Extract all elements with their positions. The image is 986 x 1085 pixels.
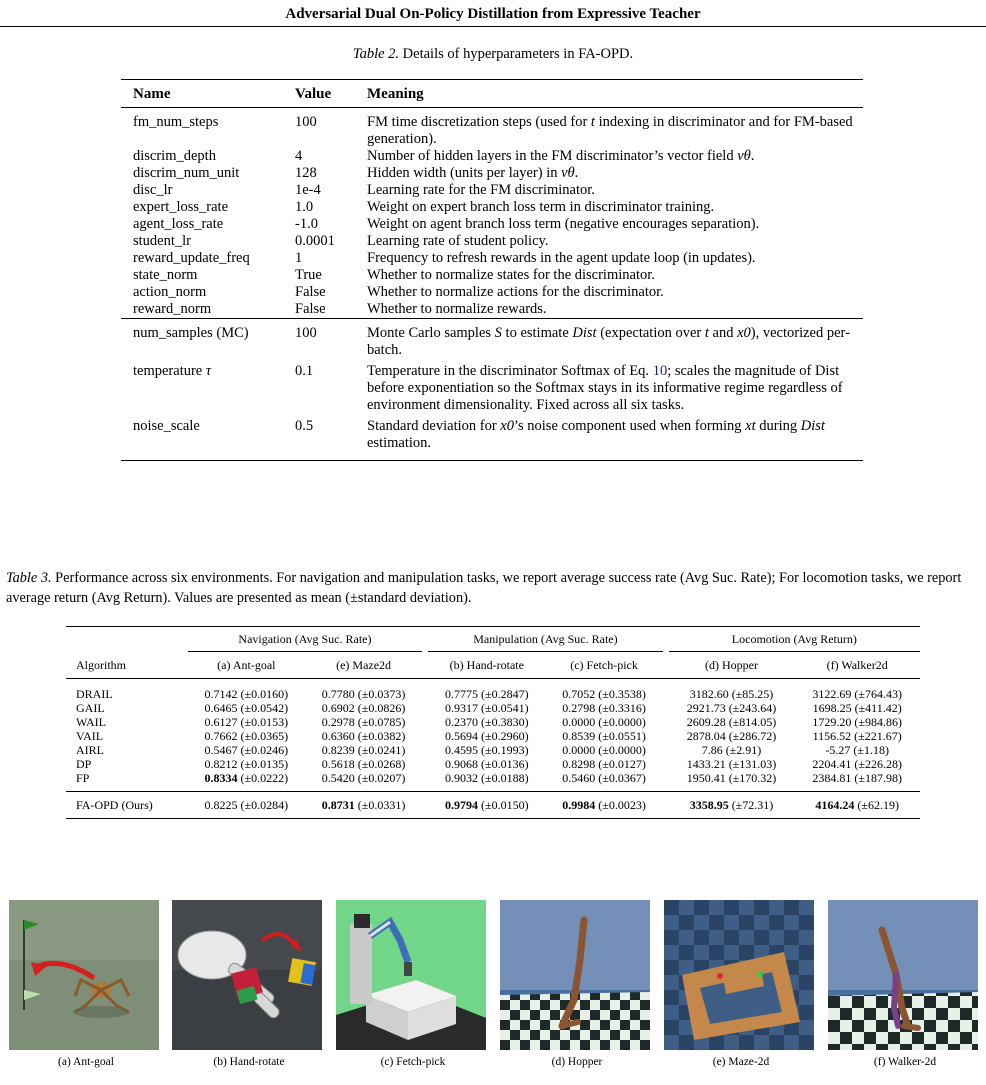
result-cell xyxy=(305,679,422,702)
result-cell xyxy=(669,715,795,729)
cell-std: (±411.42) xyxy=(851,701,902,715)
col-maze2d: (e) Maze2d xyxy=(336,658,392,672)
cell-std: (±0.0150) xyxy=(478,798,529,812)
figure-hopper xyxy=(500,900,650,1068)
cell-mean: 2204.41 xyxy=(812,757,852,771)
param-name: noise_scale xyxy=(133,418,200,434)
cell-mean: 1950.41 xyxy=(686,771,726,785)
param-meaning: Weight on expert branch loss term in discriminator training. xyxy=(367,199,715,215)
param-meaning: Whether to normalize rewards. xyxy=(367,301,547,317)
result-cell xyxy=(545,701,662,715)
param-meaning: Whether to normalize actions for the discriminator. xyxy=(367,284,664,300)
cell-mean: 0.6465 xyxy=(204,701,238,715)
param-meaning: Learning rate of student policy. xyxy=(367,233,549,249)
cell-std: (±85.25) xyxy=(728,687,774,701)
param-name: action_norm xyxy=(133,284,207,300)
param-value: 1e-4 xyxy=(295,182,321,198)
cell-std: (±984.86) xyxy=(851,715,902,729)
cell-std: (±0.0542) xyxy=(237,701,289,715)
caption-maze2d: (e) Maze-2d xyxy=(712,1056,770,1068)
cell-std: (±0.0367) xyxy=(595,771,646,785)
param-name: num_samples (MC) xyxy=(133,325,249,341)
hyperparameter-table xyxy=(121,79,863,461)
cell-mean: 0.8539 xyxy=(562,729,596,743)
param-meaning: Number of hidden layers in the FM discriminator’s vector field vθ. xyxy=(367,148,755,164)
table2-caption-text: Details of hyperparameters in FA-OPD. xyxy=(402,46,634,62)
table2-row xyxy=(121,148,863,165)
param-name: reward_update_freq xyxy=(133,250,250,266)
table2-row xyxy=(121,165,863,182)
cell-std: (±0.0188) xyxy=(478,771,529,785)
result-cell xyxy=(428,715,545,729)
caption-hopper: (d) Hopper xyxy=(551,1056,603,1068)
algorithm-name: DRAIL xyxy=(76,687,113,701)
result-cell xyxy=(794,729,920,743)
cell-mean: 0.8334 xyxy=(204,771,238,785)
cell-std: (±0.0023) xyxy=(595,798,646,812)
table3-row xyxy=(66,701,920,715)
table2-row xyxy=(121,216,863,233)
param-value: 0.5 xyxy=(295,418,314,434)
table2-group1 xyxy=(121,108,863,319)
algorithm-name: AIRL xyxy=(76,743,104,757)
hand-rotate-image xyxy=(172,900,322,1050)
col-hopper: (d) Hopper xyxy=(704,658,758,672)
param-name: temperature τ xyxy=(133,363,212,379)
cell-mean: 3182.60 xyxy=(689,687,729,701)
table2-header-meaning: Meaning xyxy=(367,86,424,102)
figure-walker2d xyxy=(828,900,978,1068)
cell-mean: -5.27 xyxy=(825,743,851,757)
result-cell xyxy=(188,757,305,771)
cell-mean: 0.8239 xyxy=(321,743,355,757)
cell-mean: 0.4595 xyxy=(445,743,479,757)
cell-std: (±0.3316) xyxy=(595,701,646,715)
cell-std: (±0.0284) xyxy=(237,798,289,812)
result-cell xyxy=(428,771,545,792)
param-value: -1.0 xyxy=(295,216,318,232)
table2-row-temperature xyxy=(121,359,863,414)
cell-mean: 0.0000 xyxy=(562,715,596,729)
param-value: 1 xyxy=(295,250,303,266)
cell-mean: 0.2798 xyxy=(562,701,596,715)
cell-mean: 0.2370 xyxy=(445,715,479,729)
running-head: Adversarial Dual On-Policy Distillation from Expressive Teacher xyxy=(285,6,701,22)
result-cell xyxy=(428,792,545,819)
cell-mean: 1156.52 xyxy=(812,729,852,743)
table2-row xyxy=(121,108,863,149)
cell-mean: 0.5460 xyxy=(562,771,596,785)
param-value: False xyxy=(295,284,326,300)
table2-row-noise-scale xyxy=(121,414,863,461)
result-cell xyxy=(669,729,795,743)
table3-row xyxy=(66,729,920,743)
cell-std: (±0.0268) xyxy=(354,757,406,771)
table2-row xyxy=(121,301,863,319)
param-meaning: Frequency to refresh rewards in the agent update loop (in updates). xyxy=(367,250,756,266)
param-value: 100 xyxy=(295,325,317,341)
cell-std: (±0.0136) xyxy=(478,757,529,771)
cell-std: (±62.19) xyxy=(854,798,899,812)
cell-mean: 0.9794 xyxy=(445,798,479,812)
cell-mean: 2609.28 xyxy=(686,715,726,729)
table2-row xyxy=(121,182,863,199)
result-cell xyxy=(545,792,662,819)
cell-std: (±0.0127) xyxy=(595,757,646,771)
cell-mean: 0.9068 xyxy=(445,757,479,771)
param-value: 128 xyxy=(295,165,317,181)
result-cell xyxy=(305,701,422,715)
cell-mean: 0.7662 xyxy=(204,729,238,743)
cell-std: (±286.72) xyxy=(725,729,777,743)
table2-header-name: Name xyxy=(133,86,171,102)
param-value: True xyxy=(295,267,322,283)
param-name: expert_loss_rate xyxy=(133,199,229,215)
cell-mean: 0.7780 xyxy=(321,687,355,701)
table3-group-row xyxy=(66,627,920,652)
param-meaning: Weight on agent branch loss term (negative encourages separation). xyxy=(367,216,760,232)
param-value: 0.0001 xyxy=(295,233,335,249)
param-meaning: Hidden width (units per layer) in vθ. xyxy=(367,165,579,181)
table3-caption-text: Performance across six environments. For navigation and manipulation tasks, we report average success rate (Avg Suc. Rate); For locomotion tasks, we report average return (Avg Return). Values are presented as mean (±standard deviation). xyxy=(6,570,962,606)
cell-std: (±0.1993) xyxy=(478,743,529,757)
col-walker2d: (f) Walker2d xyxy=(826,658,888,672)
param-value: 0.1 xyxy=(295,363,314,379)
param-value: 100 xyxy=(295,114,317,130)
cell-mean: 3358.95 xyxy=(689,798,729,812)
algorithm-name: WAIL xyxy=(76,715,106,729)
result-cell xyxy=(305,757,422,771)
cell-std: (±0.0000) xyxy=(595,743,646,757)
cell-mean: 0.5618 xyxy=(321,757,355,771)
cell-std: (±226.28) xyxy=(851,757,902,771)
equation-link[interactable]: 10 xyxy=(652,363,668,379)
param-name: discrim_depth xyxy=(133,148,216,164)
result-cell xyxy=(305,771,422,792)
figure-hand-rotate xyxy=(172,900,322,1068)
header-rule xyxy=(0,26,986,27)
col-hand-rotate: (b) Hand-rotate xyxy=(449,658,524,672)
table2-row xyxy=(121,233,863,250)
result-cell xyxy=(545,771,662,792)
cell-std: (±764.43) xyxy=(851,687,902,701)
result-cell xyxy=(428,743,545,757)
result-cell xyxy=(188,743,305,757)
table3-row xyxy=(66,743,920,757)
result-cell xyxy=(305,743,422,757)
result-cell xyxy=(794,771,920,792)
ant-goal-image xyxy=(9,900,159,1050)
cell-std: (±0.2847) xyxy=(478,687,529,701)
param-name: student_lr xyxy=(133,233,191,249)
cell-mean: 2921.73 xyxy=(686,701,726,715)
maze2d-image xyxy=(664,900,814,1050)
cell-std: (±1.18) xyxy=(850,743,889,757)
param-meaning: FM time discretization steps (used for t indexing in discriminator and for FM-based generation). xyxy=(367,114,853,147)
cell-std: (±0.0241) xyxy=(354,743,406,757)
result-cell xyxy=(669,792,795,819)
cell-std: (±221.67) xyxy=(851,729,902,743)
algorithm-header: Algorithm xyxy=(76,657,126,672)
cell-std: (±0.0785) xyxy=(354,715,406,729)
result-cell xyxy=(188,701,305,715)
cell-std: (±0.0160) xyxy=(237,687,289,701)
cell-std: (±0.0541) xyxy=(478,701,529,715)
cell-mean: 0.6902 xyxy=(321,701,355,715)
cell-std: (±0.0153) xyxy=(237,715,289,729)
result-cell xyxy=(794,701,920,715)
cell-mean: 0.7142 xyxy=(204,687,238,701)
cell-std: (±0.0551) xyxy=(595,729,646,743)
cell-std: (±0.0207) xyxy=(354,771,406,785)
param-value: False xyxy=(295,301,326,317)
cell-mean: 1698.25 xyxy=(812,701,852,715)
result-cell xyxy=(669,743,795,757)
result-cell xyxy=(305,792,422,819)
cell-std: (±0.3538) xyxy=(595,687,646,701)
result-cell xyxy=(794,679,920,702)
table2-row xyxy=(121,199,863,216)
result-cell xyxy=(794,715,920,729)
table2-caption xyxy=(0,46,986,63)
param-value: 1.0 xyxy=(295,199,314,215)
result-cell xyxy=(545,729,662,743)
group-manipulation: Manipulation (Avg Suc. Rate) xyxy=(428,627,662,652)
col-ant-goal: (a) Ant-goal xyxy=(217,658,276,672)
hopper-image xyxy=(500,900,650,1050)
cell-mean: 2384.81 xyxy=(812,771,852,785)
table2-header-value: Value xyxy=(295,86,332,102)
cell-std: (±0.0373) xyxy=(354,687,406,701)
result-cell xyxy=(545,757,662,771)
table3-caption xyxy=(6,568,984,608)
cell-std: (±814.05) xyxy=(725,715,777,729)
cell-std: (±2.91) xyxy=(722,743,762,757)
result-cell xyxy=(545,715,662,729)
result-cell xyxy=(669,701,795,715)
cell-mean: 1729.20 xyxy=(812,715,852,729)
table2-row xyxy=(121,267,863,284)
result-cell xyxy=(188,771,305,792)
cell-mean: 0.6360 xyxy=(321,729,355,743)
caption-ant-goal: (a) Ant-goal xyxy=(58,1056,114,1068)
param-name: agent_loss_rate xyxy=(133,216,224,232)
result-cell xyxy=(188,729,305,743)
cell-std: (±0.0826) xyxy=(354,701,406,715)
result-cell xyxy=(305,729,422,743)
result-cell xyxy=(188,792,305,819)
result-cell xyxy=(428,757,545,771)
param-value: 4 xyxy=(295,148,303,164)
cell-mean: 7.86 xyxy=(701,743,723,757)
table3-row xyxy=(66,715,920,729)
result-cell xyxy=(428,729,545,743)
col-fetch-pick: (c) Fetch-pick xyxy=(570,658,638,672)
cell-std: (±0.3830) xyxy=(478,715,529,729)
cell-mean: 0.9317 xyxy=(445,701,479,715)
group-locomotion: Locomotion (Avg Return) xyxy=(669,627,920,652)
figure-fetch-pick xyxy=(336,900,486,1068)
cell-std: (±243.64) xyxy=(725,701,777,715)
cell-mean: 1433.21 xyxy=(686,757,726,771)
algorithm-name: FP xyxy=(76,771,90,785)
table2-row xyxy=(121,284,863,301)
table3-row xyxy=(66,757,920,771)
cell-std: (±0.0331) xyxy=(354,798,406,812)
table2-row-num-samples xyxy=(121,319,863,360)
cell-mean: 4164.24 xyxy=(815,798,855,812)
result-cell xyxy=(545,743,662,757)
algorithm-name: GAIL xyxy=(76,701,105,715)
cell-std: (±170.32) xyxy=(725,771,777,785)
fetch-pick-image xyxy=(336,900,486,1050)
param-meaning: Temperature in the discriminator Softmax of Eq. 10; scales the magnitude of Dist before exponentiation so the Softmax stays in its informative regime regardless of environment dimensionality. Fixed across all six tasks. xyxy=(367,363,843,413)
cell-std: (±0.2960) xyxy=(478,729,529,743)
result-cell xyxy=(794,743,920,757)
figure-ant-goal xyxy=(9,900,159,1068)
result-cell xyxy=(794,757,920,771)
cell-mean: 0.6127 xyxy=(204,715,238,729)
cell-std: (±0.0000) xyxy=(595,715,646,729)
cell-std: (±0.0222) xyxy=(237,771,289,785)
caption-hand-rotate: (b) Hand-rotate xyxy=(213,1056,285,1068)
cell-mean: 0.7775 xyxy=(445,687,479,701)
cell-std: (±0.0382) xyxy=(354,729,406,743)
cell-std: (±0.0135) xyxy=(237,757,289,771)
caption-walker2d: (f) Walker-2d xyxy=(873,1056,937,1068)
cell-mean: 2878.04 xyxy=(686,729,726,743)
cell-mean: 0.0000 xyxy=(562,743,596,757)
result-cell xyxy=(428,679,545,702)
cell-std: (±72.31) xyxy=(728,798,774,812)
figure-maze2d xyxy=(664,900,814,1068)
result-cell xyxy=(669,771,795,792)
param-meaning: Learning rate for the FM discriminator. xyxy=(367,182,595,198)
table3-row xyxy=(66,771,920,792)
param-name: disc_lr xyxy=(133,182,173,198)
cell-mean: 0.8298 xyxy=(562,757,596,771)
cell-mean: 0.8212 xyxy=(204,757,238,771)
result-cell xyxy=(669,757,795,771)
param-name: state_norm xyxy=(133,267,198,283)
algorithm-name: FA-OPD (Ours) xyxy=(76,798,153,812)
group-navigation: Navigation (Avg Suc. Rate) xyxy=(188,627,422,652)
cell-mean: 0.5420 xyxy=(321,771,355,785)
table2-caption-label: Table 2. xyxy=(352,46,400,62)
param-name: fm_num_steps xyxy=(133,114,219,130)
result-cell xyxy=(669,679,795,702)
result-cell xyxy=(188,715,305,729)
result-cell xyxy=(545,679,662,702)
table3-column-header-row xyxy=(66,652,920,679)
result-cell xyxy=(305,715,422,729)
table3-row xyxy=(66,679,920,702)
table2-header-row xyxy=(121,80,863,108)
cell-mean: 0.7052 xyxy=(562,687,596,701)
cell-mean: 0.2978 xyxy=(321,715,355,729)
cell-std: (±187.98) xyxy=(851,771,902,785)
table3-row xyxy=(66,792,920,819)
algorithm-name: VAIL xyxy=(76,729,104,743)
cell-std: (±0.0365) xyxy=(237,729,289,743)
cell-mean: 0.9032 xyxy=(445,771,479,785)
param-name: discrim_num_unit xyxy=(133,165,240,181)
param-meaning: Standard deviation for x0’s noise component used when forming xt during Dist estimation. xyxy=(367,418,825,451)
table3-body xyxy=(66,679,920,819)
cell-mean: 0.5467 xyxy=(204,743,238,757)
result-cell xyxy=(794,792,920,819)
result-cell xyxy=(188,679,305,702)
cell-mean: 0.5694 xyxy=(445,729,479,743)
cell-std: (±131.03) xyxy=(725,757,777,771)
cell-mean: 0.9984 xyxy=(562,798,596,812)
cell-mean: 0.8225 xyxy=(204,798,238,812)
table3-caption-label: Table 3. xyxy=(6,570,52,586)
cell-mean: 3122.69 xyxy=(812,687,852,701)
result-cell xyxy=(428,701,545,715)
param-meaning: Whether to normalize states for the discriminator. xyxy=(367,267,655,283)
table2-row xyxy=(121,250,863,267)
cell-std: (±0.0246) xyxy=(237,743,289,757)
performance-table xyxy=(66,626,920,819)
algorithm-name: DP xyxy=(76,757,92,771)
caption-fetch-pick: (c) Fetch-pick xyxy=(380,1056,446,1068)
walker2d-image xyxy=(828,900,978,1050)
param-name: reward_norm xyxy=(133,301,212,317)
cell-mean: 0.8731 xyxy=(321,798,355,812)
param-meaning: Monte Carlo samples S to estimate Dist (expectation over t and x0), vectorized per-batch. xyxy=(367,325,850,358)
